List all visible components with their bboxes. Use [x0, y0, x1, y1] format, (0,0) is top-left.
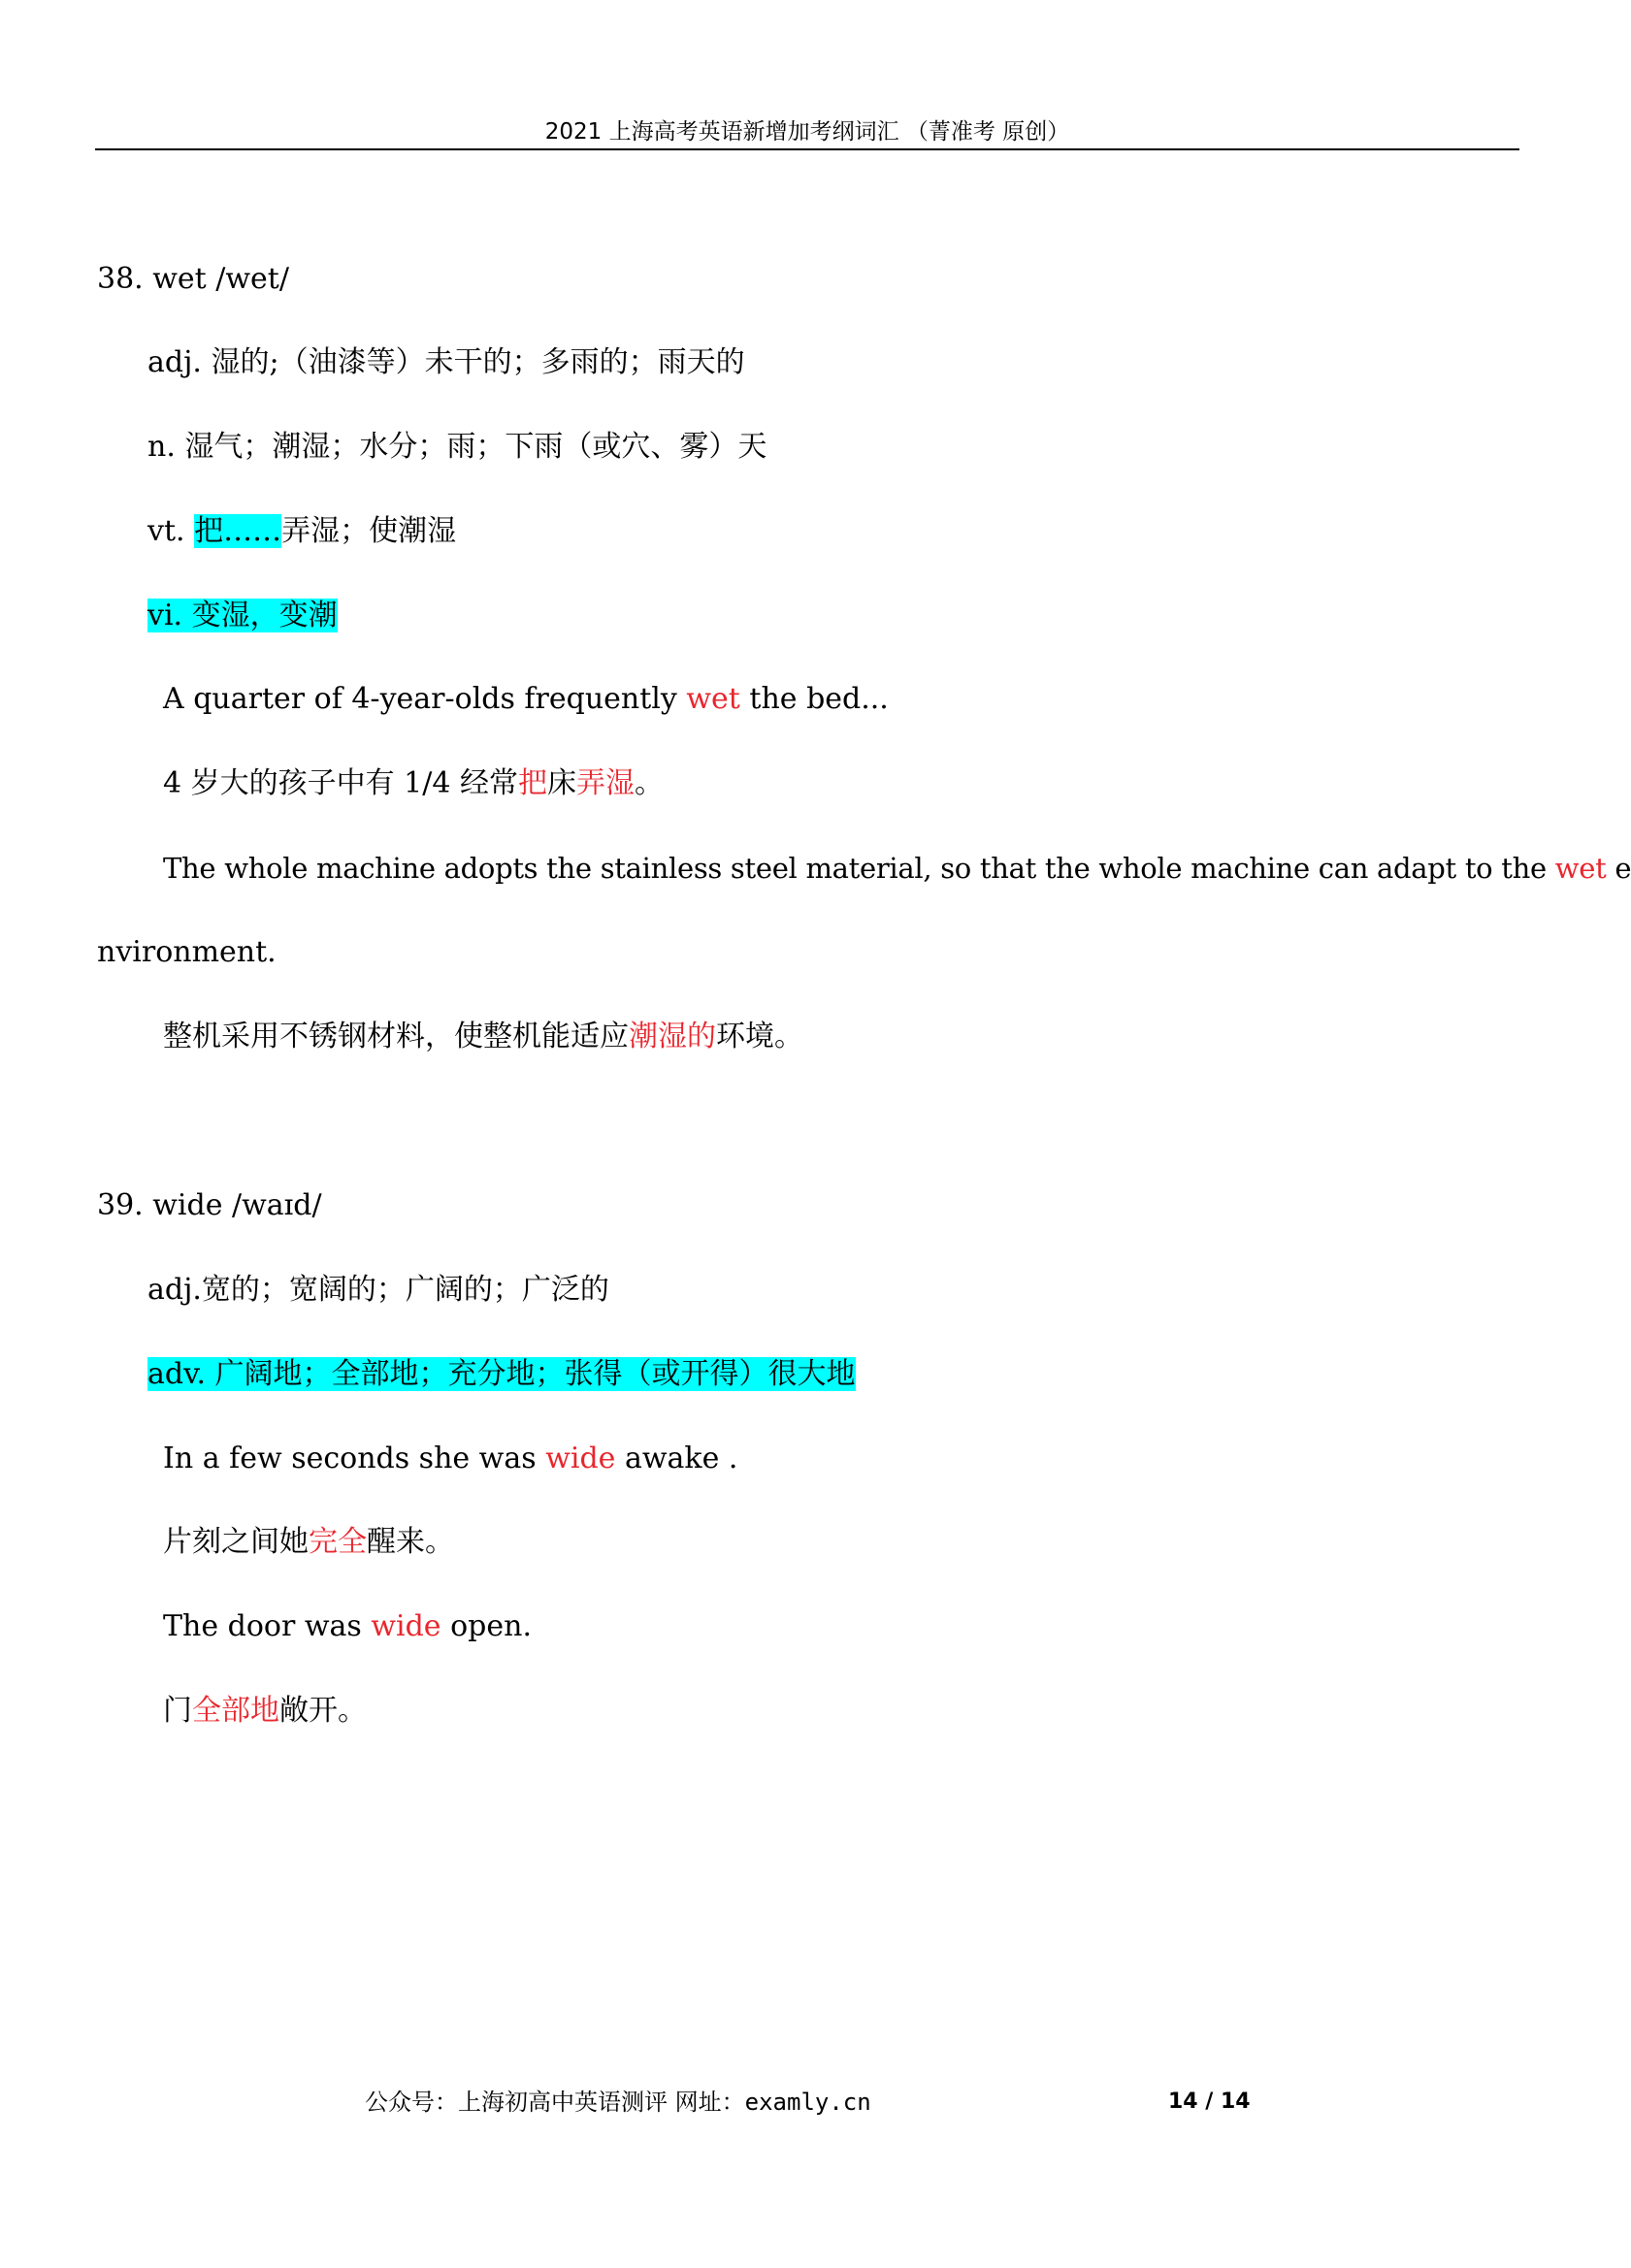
page-number: 14 / 14: [1168, 2090, 1251, 2114]
definition-vi: [147, 597, 338, 635]
example-text: 门: [163, 1694, 192, 1728]
example-text: open.: [440, 1609, 532, 1643]
definition-noun: n. 湿气；潮湿；水分；雨；下雨（或穴、雾）天: [147, 430, 767, 464]
entry-heading: 39. wide /waɪd/: [97, 1188, 322, 1222]
example-text: 片刻之间她: [163, 1525, 309, 1559]
example-text: e: [1606, 852, 1631, 885]
definition-adj: adj.宽的；宽阔的；广阔的；广泛的: [147, 1273, 609, 1307]
example-text: 醒来。: [367, 1525, 454, 1559]
highlighted-text: adv. 广阔地；全部地；充分地；张得（或开得）很大地: [147, 1357, 856, 1391]
example-chinese: [163, 764, 664, 803]
definition-adj: adj. 湿的;（油漆等）未干的；多雨的；雨天的: [147, 345, 745, 379]
example-text: The door was: [163, 1609, 372, 1643]
highlighted-text: 把……: [194, 514, 282, 548]
example-text: In a few seconds she was: [163, 1442, 546, 1475]
page-footer: [365, 2086, 871, 2119]
example-text: awake .: [615, 1442, 738, 1475]
example-english: [163, 680, 889, 719]
keyword-highlight: 弄湿: [575, 766, 635, 800]
example-text: 整机采用不锈钢材料，使整机能适应: [163, 1020, 629, 1053]
keyword-highlight: wide: [545, 1442, 616, 1475]
example-text: 床: [546, 766, 576, 800]
pos-label: vt.: [147, 514, 195, 548]
keyword-highlight: 全部地: [192, 1694, 279, 1728]
example-text: the bed...: [739, 682, 889, 716]
definition-adv: [147, 1355, 856, 1394]
example-english: [163, 1440, 737, 1478]
keyword-highlight: 完全: [309, 1525, 367, 1559]
keyword-highlight: wet: [1554, 852, 1607, 885]
example-english: [163, 849, 1631, 888]
example-text: A quarter of 4-year-olds frequently: [163, 682, 687, 716]
example-text: 敞开。: [279, 1694, 367, 1728]
example-text: 4 岁大的孩子中有 1/4 经常: [163, 766, 518, 800]
definition-vt: [147, 512, 456, 551]
header-rule: [95, 148, 1519, 150]
example-english: [163, 1607, 532, 1646]
footer-url: examly.cn: [744, 2089, 871, 2116]
keyword-highlight: 把: [517, 766, 547, 800]
keyword-highlight: wide: [371, 1609, 441, 1643]
example-chinese: [163, 1018, 803, 1056]
keyword-highlight: wet: [686, 682, 740, 716]
example-english-continued: nvironment.: [97, 935, 277, 969]
definition-text: 弄湿；使潮湿: [281, 514, 457, 548]
example-text: 。: [634, 766, 664, 800]
example-chinese: [163, 1692, 367, 1731]
example-chinese: [163, 1523, 454, 1562]
example-text: The whole machine adopts the stainless steel material, so that the whole machine can adapt to the: [163, 852, 1555, 885]
entry-heading: 38. wet /wet/: [97, 262, 289, 296]
highlighted-text: vi. 变湿，变潮: [147, 599, 338, 632]
footer-label: 公众号：上海初高中英语测评 网址：: [365, 2089, 745, 2116]
keyword-highlight: 潮湿的: [629, 1020, 716, 1053]
page-header: 2021 上海高考英语新增加考纲词汇 （菁准考 原创）: [544, 119, 1070, 145]
example-text: 环境。: [716, 1020, 803, 1053]
